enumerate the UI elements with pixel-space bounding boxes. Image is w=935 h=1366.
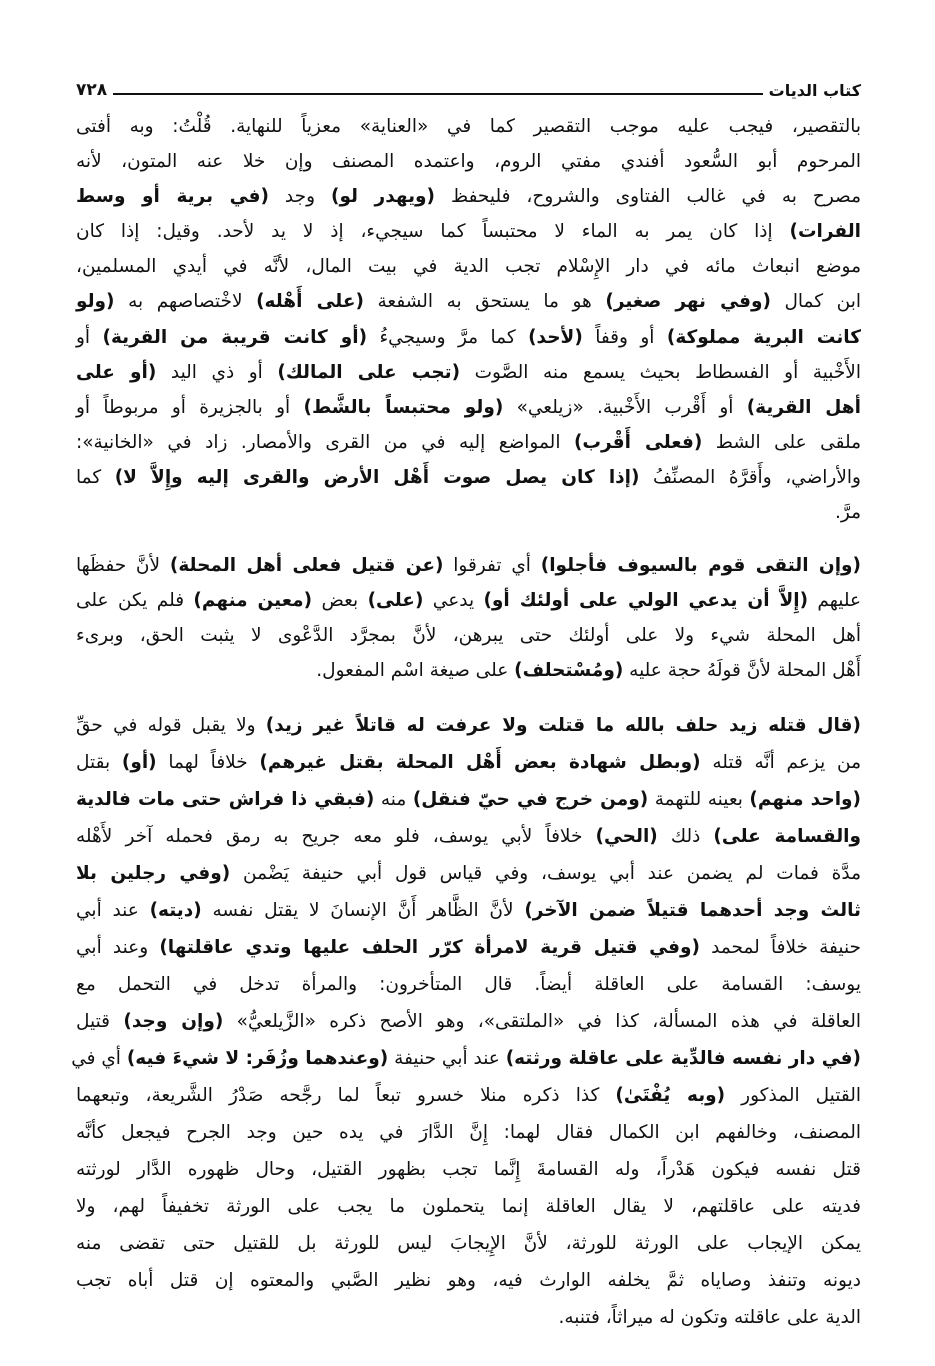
commentary-text: فلم يكن على — [76, 590, 194, 612]
commentary-text: فديته على عاقلتهم، لا يقال العاقلة إنما يتحملون ما يجب على الورثة تخفيفاً لهم، ولا — [76, 1196, 861, 1218]
commentary-text: منه — [374, 789, 413, 811]
commentary-text: من يزعم أنَّه قتله — [700, 752, 862, 774]
text-line — [76, 1229, 861, 1266]
commentary-text: لأنَّ حفظَها — [76, 555, 170, 577]
matn-text: (أو) — [121, 752, 157, 774]
commentary-text: موضع انبعاث مائه في دار الإِسْلام تجب الدية في بيت المال، لأنَّه في أيدي المسلمين، — [76, 256, 861, 278]
text-line — [76, 822, 861, 859]
text-line — [76, 1266, 861, 1303]
commentary-text: العاقلة في هذه المسألة، كذا في «الملتقى»، وهو الأصح ذكره «الزَّيلعيُّ» — [223, 1011, 862, 1033]
text-line — [76, 621, 861, 656]
commentary-text: المصنف، وخالفهم ابن الكمال فقال لهما: إِنَّ الدَّارَ في يده حين وجد الجرح فيجعل كأنَّه — [76, 1122, 861, 1144]
matn-text: (على) — [367, 590, 424, 612]
commentary-text: وجد — [268, 186, 331, 208]
commentary-text: ديونه وتنفذ وصاياه ثمَّ يخلفه الوارث فيه، وهو نظير الصَّبي والمعتوه إن قتل أباه تجب — [76, 1270, 861, 1292]
commentary-text: عند أبي حنيفة — [388, 1048, 506, 1070]
matn-text: (ديته) — [149, 900, 202, 922]
commentary-text: القتيل المذكور — [725, 1085, 861, 1107]
commentary-text: وعند أبي — [76, 937, 160, 959]
matn-text: (لأحد) — [528, 326, 583, 348]
text-line — [76, 1155, 861, 1192]
commentary-text: بعينه للتهمة — [648, 789, 750, 811]
commentary-text: لاخْتصاصهم به — [114, 291, 257, 313]
text-line — [76, 358, 861, 393]
matn-text: (عن قتيل فعلى أهل المحلة) — [169, 555, 444, 577]
paragraph — [76, 551, 861, 691]
text-line — [76, 1303, 861, 1340]
matn-text: (وفي قتيل قرية لامرأة كرّر الحلف عليها وتدي عاقلتها) — [159, 937, 700, 959]
matn-text: (إِلاَّ أن يدعي الولي على أولئك أو) — [483, 590, 809, 612]
matn-text: والقسامة على) — [713, 826, 861, 848]
matn-text: (ومُسْتحلف) — [514, 660, 624, 682]
commentary-text: أو ذي اليد — [156, 361, 278, 383]
commentary-text: قتل نفسه فيكون هَدْراً، وله القسامةَ إِنَّما تجب بظهور القتيل، وحال ظهوره الدَّار لورثته — [76, 1159, 861, 1181]
matn-text: (وبه يُفْتَىٰ) — [615, 1085, 726, 1107]
commentary-text: مدَّة فمات لم يضمن عند أبي يوسف، وفي قياس قول أبي حنيفة يَضْمن — [230, 863, 861, 885]
matn-text: (أو كانت قريبة من القرية) — [102, 326, 368, 348]
matn-text: (معين منهم) — [193, 590, 313, 612]
text-line — [76, 393, 861, 428]
commentary-text: كما — [76, 466, 115, 488]
header-rule — [113, 93, 763, 95]
matn-text: (وبطل شهادة بعض أَهْل المحلة بقتل غيرهم) — [259, 752, 701, 774]
text-line — [76, 586, 861, 621]
commentary-text: ولا يقبل قوله في حقِّ — [76, 715, 266, 737]
commentary-text: مصرح به في غالب الفتاوى والشروح، فليحفظ — [435, 186, 861, 208]
commentary-text: كما مرَّ وسيجيءُ — [367, 326, 529, 348]
text-line — [76, 1081, 861, 1118]
text-line — [76, 933, 861, 970]
text-line — [76, 182, 861, 217]
commentary-text: عليهم — [808, 590, 862, 612]
text-line — [76, 656, 861, 691]
commentary-text: يدعي — [423, 590, 484, 612]
matn-text: كانت البرية مملوكة) — [666, 326, 861, 348]
text-line — [76, 1192, 861, 1229]
matn-text: (ويهدر لو) — [331, 186, 436, 208]
text-line — [76, 896, 861, 933]
text-line — [76, 970, 861, 1007]
text-line — [76, 785, 861, 822]
text-line — [76, 551, 861, 586]
commentary-text: أو أَقْرب الأَخْبية. «زيلعي» — [503, 396, 747, 418]
commentary-text: ملقى على الشط — [702, 431, 861, 453]
text-line — [76, 711, 861, 748]
text-line — [76, 323, 861, 358]
commentary-text: كذا ذكره منلا خسرو تبعاً لما رجَّحه صَدْرُ الشَّريعة، وتبعهما — [76, 1085, 616, 1107]
commentary-text: قتيل — [76, 1011, 124, 1033]
matn-text: (على أَهْله) — [256, 291, 364, 313]
paragraph — [76, 112, 861, 533]
commentary-text: إذا كان يمر به الماء لا محتبساً كما سيجيء، إذ لا يد لأحد. وقيل: إذا كان — [76, 221, 790, 243]
matn-text: (وإن التقى قوم بالسيوف فأجلوا) — [540, 555, 861, 577]
commentary-text: أي في — [71, 1048, 127, 1070]
matn-text: (الحي) — [595, 826, 658, 848]
commentary-text: بعض — [312, 590, 368, 612]
commentary-text: المواضع إليه في من القرى والأمصار. زاد في «الخانية»: — [76, 431, 574, 453]
commentary-text: مرَّ. — [835, 502, 861, 524]
commentary-text: هو ما يستحق به الشفعة — [363, 291, 606, 313]
matn-text: الفرات) — [789, 221, 861, 243]
commentary-text: أو — [76, 326, 103, 348]
paragraph — [71, 711, 862, 1340]
matn-text: (تجب على المالك) — [277, 361, 461, 383]
text-line — [76, 147, 861, 182]
text-line — [76, 859, 861, 896]
text-line — [76, 463, 861, 498]
text-line — [76, 1118, 861, 1155]
text-line — [76, 1007, 861, 1044]
matn-text: (قال قتله زيد حلف بالله ما قتلت ولا عرفت له قاتلاً غير زيد) — [265, 715, 861, 737]
commentary-text: أو بالجزيرة أو مربوطاً أو — [76, 396, 304, 418]
commentary-text: خلافاً لأبي يوسف، فلو معه جريح به رمق فحمله آخر لأَهْله — [76, 826, 596, 848]
matn-text: (فبقي ذا فراش حتى مات فالدية — [76, 789, 375, 811]
commentary-text: أي تفرقوا — [443, 555, 541, 577]
commentary-text: بالتقصير، فيجب عليه موجب التقصير كما في «العناية» معزياً للنهاية. قُلْتُ: وبه أفتى — [76, 116, 861, 137]
matn-text: (أو على — [76, 361, 157, 383]
matn-text: (إذا كان يصل صوت أَهْل الأرض والقرى إليه وإِلاَّ لا) — [114, 466, 640, 488]
text-line — [76, 498, 861, 533]
commentary-text: على صيغة اسْم المفعول. — [316, 660, 515, 682]
commentary-text: يمكن الإيجاب على الورثة للورثة، لأنَّ الإِيجابَ ليس للورثة بل للقتيل حتى تقضى منه — [76, 1233, 861, 1255]
text-line — [76, 252, 861, 287]
matn-text: (وفي نهر صغير) — [605, 291, 771, 313]
matn-text: (وإن وجد) — [123, 1011, 224, 1033]
commentary-text: يوسف: القسامة على العاقلة أيضاً. قال المتأخرون: والمرأة تدخل في التحمل مع — [76, 974, 861, 996]
matn-text: (في برية أو وسط — [76, 186, 269, 208]
matn-text: (وعندهما وزُفَر: لا شيءَ فيه) — [126, 1048, 389, 1070]
matn-text: أهل القرية) — [746, 396, 861, 418]
commentary-text: أَهْل المحلة لأنَّ قولَهُ حجة عليه — [623, 660, 861, 682]
chapter-title: كتاب الديات — [768, 81, 861, 100]
text-line — [71, 1044, 861, 1081]
matn-text: (ومن خرج في حيّ فنقل) — [412, 789, 649, 811]
text-line — [76, 748, 861, 785]
commentary-text: أهل المحلة شيء ولا على أولئك حتى يبرهن، لأنَّ بمجرَّد الدَّعْوى لا يثبت الحق، وبرىء — [76, 625, 861, 647]
commentary-text: ابن كمال — [770, 291, 861, 313]
text-line — [76, 217, 861, 252]
commentary-text: بقتل — [76, 752, 122, 774]
commentary-text: أو وقفاً — [582, 326, 667, 348]
matn-text: ثالث وجد أحدهما قتيلاً ضمن الآخر) — [524, 900, 861, 922]
text-line — [76, 112, 861, 147]
commentary-text: المرحوم أبو السُّعود أفندي مفتي الروم، واعتمده المصنف وإن خلا عنه المتون، لأنه — [76, 151, 861, 173]
commentary-text: عند أبي — [76, 900, 150, 922]
matn-text: (في دار نفسه فالدِّية على عاقلة ورثته) — [505, 1048, 861, 1070]
matn-text: (فعلى أَقْرب) — [573, 431, 703, 453]
text-line — [76, 287, 861, 322]
page-number: ٧٢٨ — [76, 80, 108, 100]
matn-text: (ولو — [76, 291, 115, 313]
matn-text: (واحد منهم) — [749, 789, 862, 811]
commentary-text: لأنَّ الظَّاهر أَنَّ الإنسانَ لا يقتل نفسه — [201, 900, 525, 922]
commentary-text: الأَخْبية أو الفسطاط بحيث يسمع منه الصَّوت — [460, 361, 862, 383]
text-line — [76, 428, 861, 463]
commentary-text: والأراضي، وأَقرَّهُ المصنِّفُ — [639, 466, 861, 488]
commentary-text: حنيفة خلافاً لمحمد — [699, 937, 861, 959]
commentary-text: خلافاً لهما — [156, 752, 260, 774]
page-body — [71, 112, 862, 1340]
commentary-text: الدية على عاقلته وتكون له ميراثاً، فتنبه. — [558, 1307, 861, 1329]
matn-text: (وفي رجلين بلا — [76, 863, 231, 885]
commentary-text: ذلك — [657, 826, 714, 848]
page-header — [76, 70, 861, 100]
matn-text: (ولو محتبساً بالشَّط) — [303, 396, 504, 418]
